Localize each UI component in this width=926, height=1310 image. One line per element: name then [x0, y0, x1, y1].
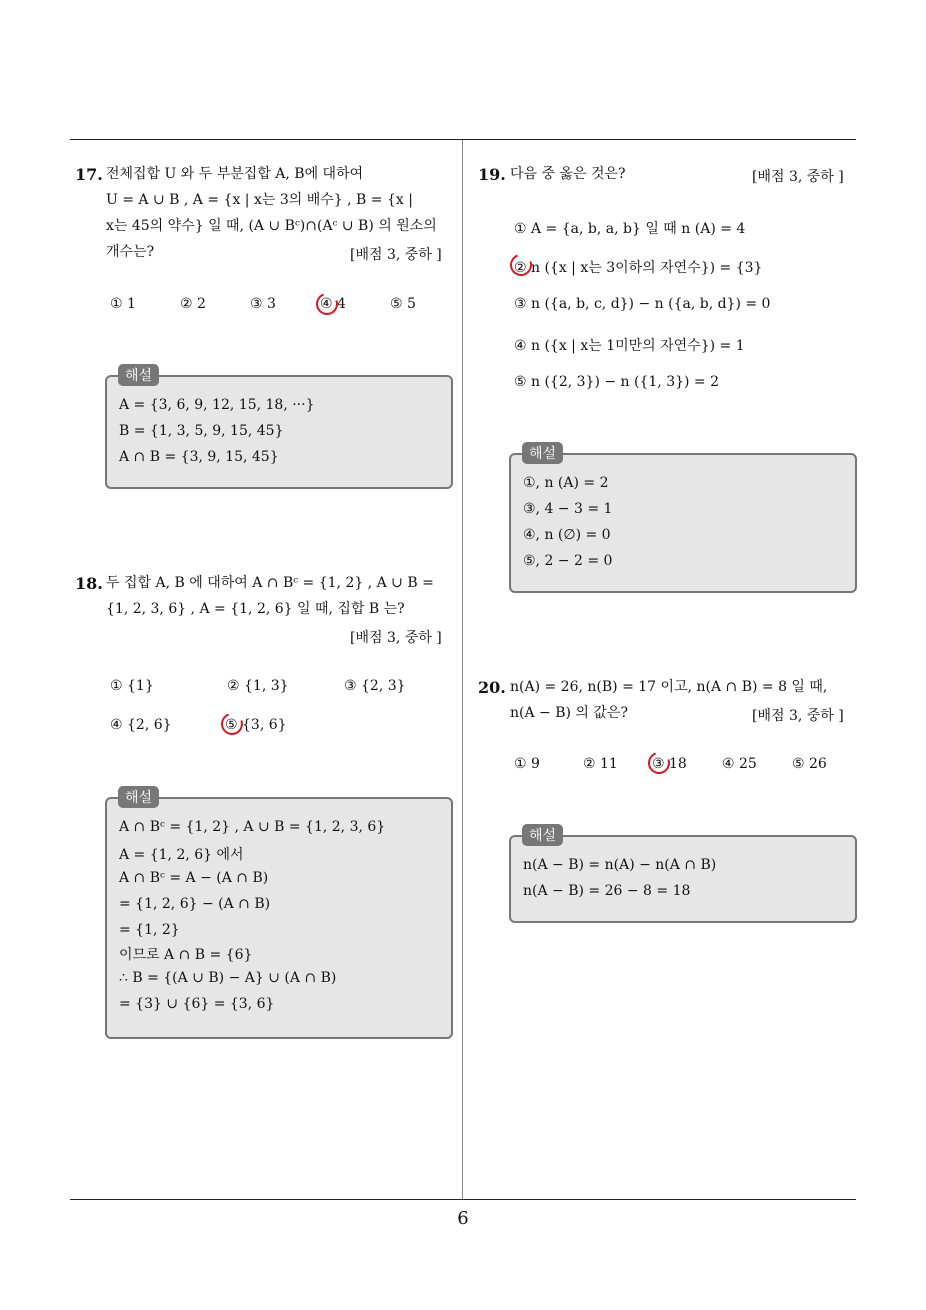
- bottom-rule: [70, 1199, 856, 1200]
- choice-2[interactable]: ② 11: [583, 756, 618, 772]
- score-label: [배점 3, 중하 ]: [752, 708, 844, 724]
- choice-3[interactable]: ③ {2, 3}: [344, 678, 406, 694]
- choice-1[interactable]: ① A = {a, b, a, b} 일 때 n (A) = 4: [514, 221, 746, 237]
- choice-1[interactable]: ① {1}: [110, 678, 154, 694]
- explanation-line: A ∩ Bᶜ = A − (A ∩ B): [119, 870, 269, 886]
- column-divider: [462, 140, 463, 1200]
- question-number: 18.: [75, 574, 103, 593]
- choice-5[interactable]: ⑤ {3, 6}: [225, 717, 287, 733]
- explanation-line: B = {1, 3, 5, 9, 15, 45}: [119, 423, 284, 439]
- answer-mark-circle: [217, 709, 246, 738]
- choice-4[interactable]: ④ 4: [320, 296, 346, 312]
- choice-4[interactable]: ④ {2, 6}: [110, 717, 172, 733]
- question-line: x는 45의 약수} 일 때, (A ∪ Bᶜ)∩(Aᶜ ∪ B) 의 원소의: [106, 218, 437, 234]
- score-label: [배점 3, 중하 ]: [350, 247, 442, 263]
- explanation-box: [105, 375, 453, 489]
- top-rule: [70, 139, 856, 140]
- explanation-line: ⑤, 2 − 2 = 0: [523, 553, 613, 569]
- answer-mark-circle: [312, 289, 341, 318]
- explanation-tag: 해설: [522, 442, 563, 464]
- question-line: 두 집합 A, B 에 대하여 A ∩ Bᶜ = {1, 2} , A ∪ B =: [106, 575, 434, 591]
- explanation-tag: 해설: [118, 786, 159, 808]
- choice-3[interactable]: ③ n ({a, b, c, d}) − n ({a, b, d}) = 0: [514, 296, 771, 312]
- page-number: 6: [457, 1208, 469, 1229]
- explanation-line: n(A − B) = 26 − 8 = 18: [523, 883, 691, 899]
- explanation-tag: 해설: [522, 824, 563, 846]
- explanation-line: ①, n (A) = 2: [523, 475, 609, 491]
- choice-5[interactable]: ⑤ 5: [390, 296, 416, 312]
- choice-4[interactable]: ④ 25: [722, 756, 757, 772]
- explanation-line: A = {1, 2, 6} 에서: [119, 847, 244, 863]
- question-line: n(A) = 26, n(B) = 17 이고, n(A ∩ B) = 8 일 때,: [510, 679, 828, 695]
- score-label: [배점 3, 중하 ]: [752, 169, 844, 185]
- choice-2[interactable]: ② 2: [180, 296, 206, 312]
- choice-1[interactable]: ① 9: [514, 756, 540, 772]
- score-label: [배점 3, 중하 ]: [350, 630, 442, 646]
- explanation-line: n(A − B) = n(A) − n(A ∩ B): [523, 857, 717, 873]
- explanation-line: A ∩ B = {3, 9, 15, 45}: [119, 449, 279, 465]
- question-number: 17.: [75, 165, 103, 184]
- explanation-line: 이므로 A ∩ B = {6}: [119, 947, 253, 963]
- explanation-line: = {3} ∪ {6} = {3, 6}: [119, 996, 275, 1012]
- explanation-line: = {1, 2, 6} − (A ∩ B): [119, 896, 271, 912]
- explanation-line: A ∩ Bᶜ = {1, 2} , A ∪ B = {1, 2, 3, 6}: [119, 819, 386, 835]
- choice-1[interactable]: ① 1: [110, 296, 136, 312]
- question-line: 개수는?: [106, 244, 155, 260]
- question-line: 전체집합 U 와 두 부분집합 A, B에 대하여: [106, 166, 364, 182]
- explanation-tag: 해설: [118, 364, 159, 386]
- choice-2[interactable]: ② n ({x | x는 3이하의 자연수}) = {3}: [514, 260, 763, 276]
- explanation-line: A = {3, 6, 9, 12, 15, 18, ···}: [119, 397, 315, 413]
- question-number: 19.: [478, 165, 506, 184]
- question-text: 다음 중 옳은 것은?: [510, 166, 626, 182]
- choice-4[interactable]: ④ n ({x | x는 1미만의 자연수}) = 1: [514, 338, 745, 354]
- answer-mark-circle: [644, 748, 673, 777]
- explanation-line: ∴ B = {(A ∪ B) − A} ∪ (A ∩ B): [119, 970, 337, 986]
- question-line: n(A − B) 의 값은?: [510, 705, 628, 721]
- question-line: U = A ∪ B , A = {x | x는 3의 배수} , B = {x |: [106, 192, 413, 208]
- choice-5[interactable]: ⑤ 26: [792, 756, 827, 772]
- question-line: {1, 2, 3, 6} , A = {1, 2, 6} 일 때, 집합 B 는?: [106, 601, 405, 617]
- explanation-line: ③, 4 − 3 = 1: [523, 501, 613, 517]
- choice-2[interactable]: ② {1, 3}: [227, 678, 289, 694]
- choice-5[interactable]: ⑤ n ({2, 3}) − n ({1, 3}) = 2: [514, 374, 720, 390]
- choice-3[interactable]: ③ 18: [652, 756, 687, 772]
- explanation-box: [509, 453, 857, 593]
- explanation-line: ④, n (∅) = 0: [523, 527, 611, 543]
- explanation-line: = {1, 2}: [119, 922, 180, 938]
- choice-3[interactable]: ③ 3: [250, 296, 276, 312]
- explanation-box: [509, 835, 857, 923]
- question-number: 20.: [478, 678, 506, 697]
- explanation-box: [105, 797, 453, 1039]
